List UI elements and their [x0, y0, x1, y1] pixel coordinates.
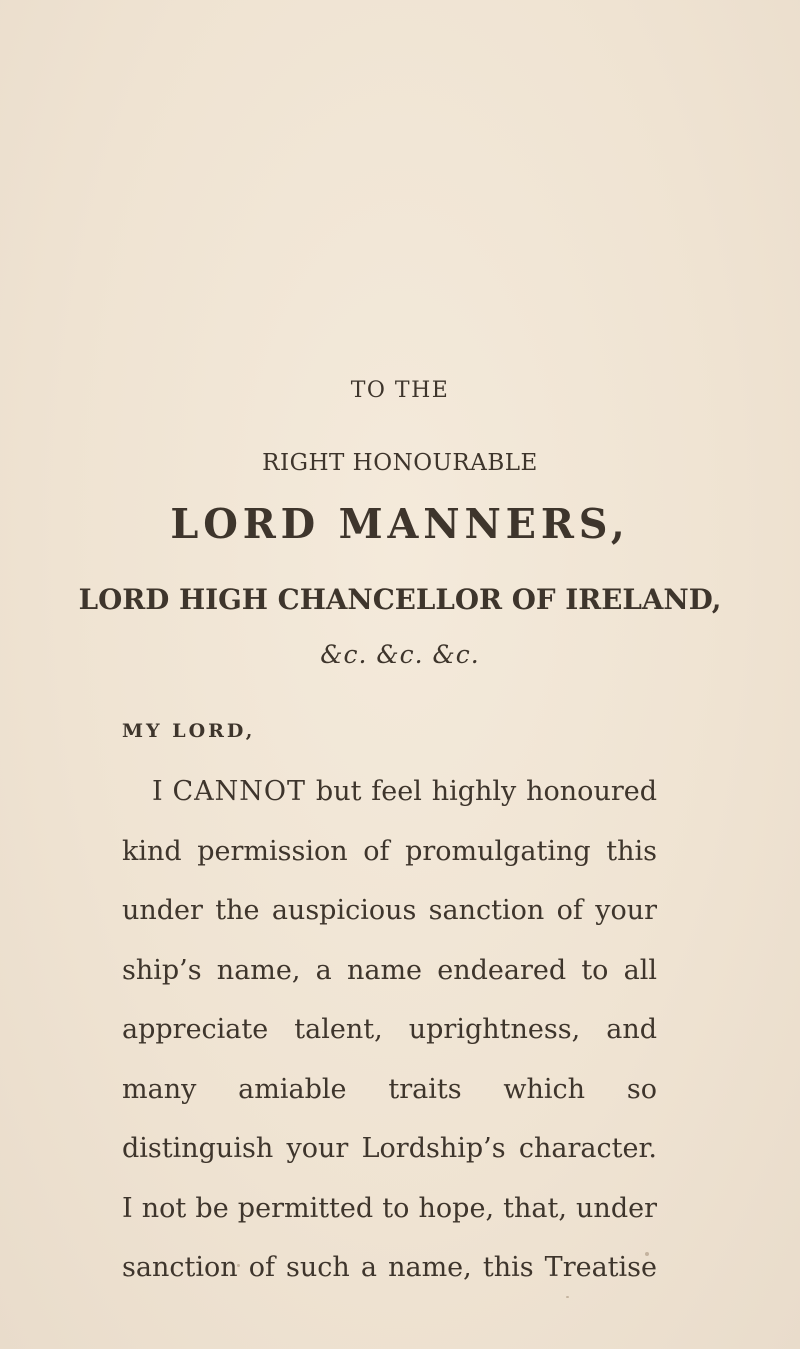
letter-line: sanction of such a name, this Treatise: [122, 1252, 657, 1283]
paper-speck: [566, 1296, 569, 1298]
dedication-right-honourable: RIGHT HONOURABLE: [262, 450, 538, 476]
letter-body: [122, 762, 657, 1298]
letter-line: [122, 762, 657, 822]
dedication-to-the: TO THE: [350, 378, 450, 403]
opening-initial: I: [152, 776, 173, 807]
dedication-etc: &c. &c. &c.: [320, 640, 480, 669]
letter-line: under the auspicious sanction of your: [122, 895, 657, 926]
paper-speck: [237, 1264, 240, 1267]
paper-speck: [645, 1252, 649, 1256]
letter-line: appreciate talent, uprightness, and: [122, 1014, 657, 1045]
opening-smallcaps: CANNOT: [172, 776, 307, 807]
dedicatee-title: LORD HIGH CHANCELLOR OF IRELAND,: [78, 583, 722, 616]
dedicatee-name: LORD MANNERS,: [170, 500, 630, 548]
letter-line: ship’s name, a name endeared to all: [122, 954, 657, 986]
letter-line-text: but feel highly honoured: [315, 776, 657, 807]
letter-line: I not be permitted to hope, that, under: [122, 1192, 657, 1224]
letter-salutation: MY LORD,: [122, 720, 256, 742]
letter-line: distinguish your Lordship’s character.: [122, 1133, 657, 1164]
letter-line: many amiable traits which so: [122, 1073, 657, 1105]
letter-line: kind permission of promulgating this: [122, 835, 657, 867]
